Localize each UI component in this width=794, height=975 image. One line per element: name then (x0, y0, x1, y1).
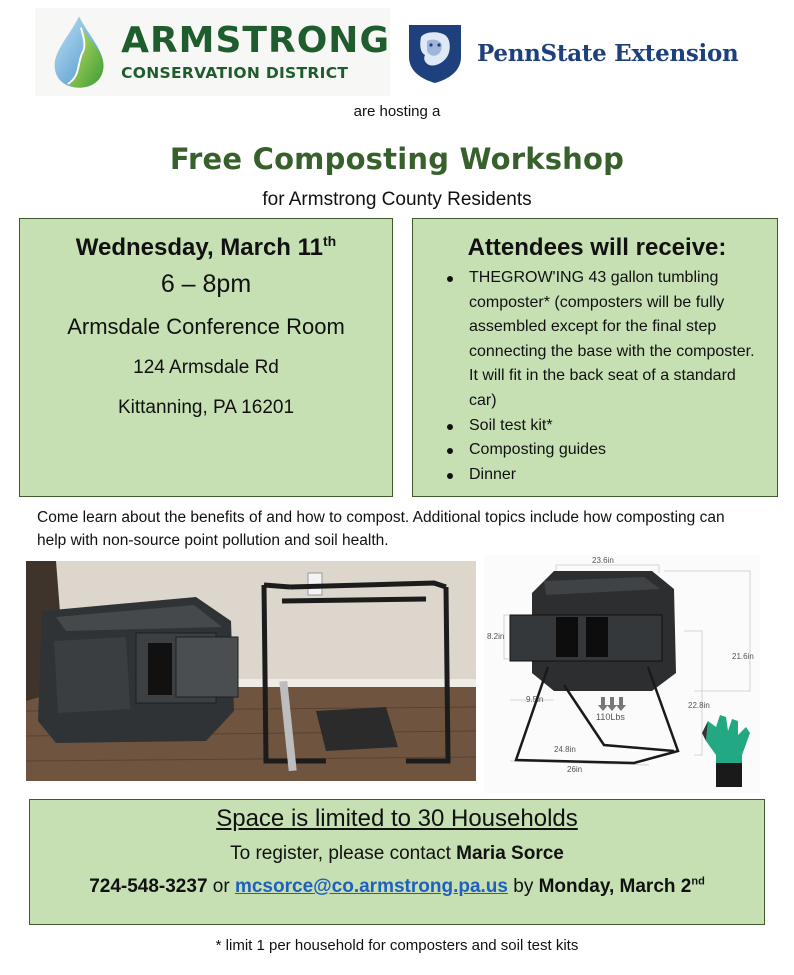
composter-dimensions-diagram (484, 555, 760, 793)
dim-outer-base: 26in (567, 765, 583, 774)
event-date (20, 234, 392, 262)
footnote: * limit 1 per household for composters and soil test kits (215, 937, 579, 954)
contact-phone: 724-548-3237 (89, 876, 208, 897)
weight-arrows-icon (598, 697, 626, 711)
event-street: 124 Armsdale Rd (133, 357, 279, 378)
dimensions-diagram-illustration (484, 555, 760, 793)
registration-box (29, 799, 765, 925)
hosting-text: are hosting a (353, 103, 441, 120)
list-item: Composting guides (449, 438, 761, 463)
event-location: Armsdale Conference Room (67, 314, 345, 339)
penn-state-extension-logo (405, 20, 765, 86)
dim-door-height: 8.2in (487, 632, 505, 641)
attendees-receive-box (412, 218, 778, 497)
receive-title: Attendees will receive: (467, 234, 727, 261)
receive-list (413, 266, 777, 487)
water-leaf-drop-icon (49, 12, 109, 92)
dim-leg-height: 9.5in (526, 695, 544, 704)
acd-logo-subtitle: CONSERVATION DISTRICT (121, 64, 349, 82)
contact-prefix: To register, please contact (230, 843, 457, 864)
dim-frame-height: 22.8in (688, 701, 710, 710)
or-text: or (207, 876, 235, 897)
composter-photo-illustration (26, 561, 476, 781)
acd-logo-title: ARMSTRONG (121, 20, 390, 61)
page-subtitle: for Armstrong County Residents (262, 189, 532, 210)
nittany-lion-shield-icon (405, 21, 465, 85)
list-item: THEGROW'ING 43 gallon tumbling composter* (composters will be fully assembled except for the final step connecting the base with the composter. It will fit in the back seat of a standard car) (449, 266, 761, 414)
page-title: Free Composting Workshop (169, 142, 625, 176)
space-limit-notice: Space is limited to 30 Households (216, 805, 578, 832)
dim-inner-base: 24.8in (554, 745, 576, 754)
event-details-box (19, 218, 393, 497)
intro-paragraph: Come learn about the benefits of and how to compost. Additional topics include how composting can help with non-source point pollution and soil health. (37, 509, 725, 549)
contact-name: Maria Sorce (456, 843, 564, 864)
register-contact (30, 843, 764, 865)
event-day-suffix: th (323, 233, 337, 249)
dim-total-height: 21.6in (732, 652, 754, 661)
event-time: 6 – 8pm (160, 270, 252, 298)
contact-email-link[interactable]: mcsorce@co.armstrong.pa.us (234, 876, 508, 897)
register-deadline: Monday, March 2 (538, 876, 692, 897)
event-city: Kittanning, PA 16201 (117, 397, 295, 418)
register-details (30, 876, 764, 898)
gardening-gloves-icon (702, 715, 750, 787)
list-item: Soil test kit* (449, 414, 761, 439)
psu-logo-text: PennState Extension (477, 39, 739, 67)
by-text: by (507, 876, 539, 897)
armstrong-conservation-district-logo (35, 8, 390, 96)
event-day: Wednesday, March 11 (75, 234, 323, 261)
dim-capacity: 110Lbs (596, 712, 625, 722)
list-item: Dinner (449, 463, 761, 488)
deadline-suffix: nd (691, 875, 705, 888)
composter-photo (26, 561, 476, 781)
dim-top-width: 23.6in (592, 556, 614, 565)
